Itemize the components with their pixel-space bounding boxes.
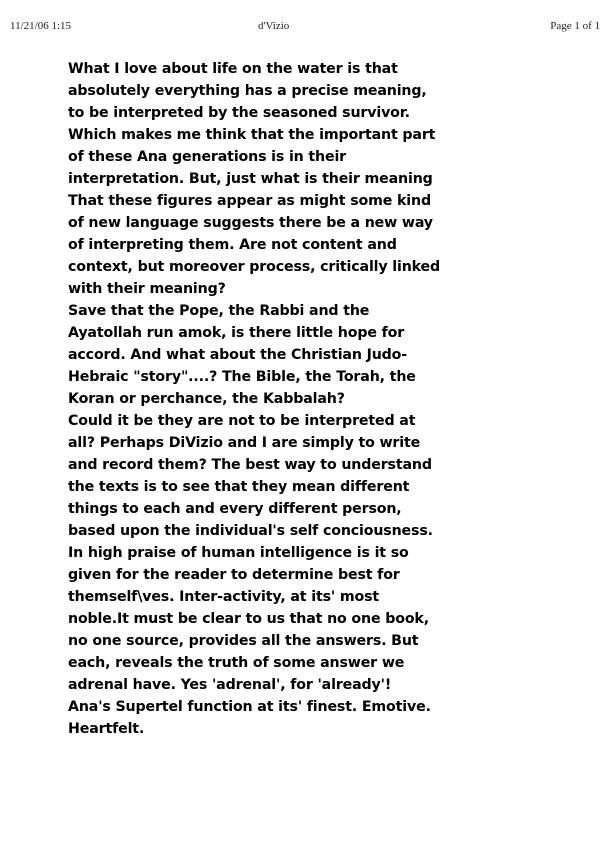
body-text-line: each, reveals the truth of some answer we bbox=[68, 655, 405, 671]
body-text-line: context, but moreover process, critically linked bbox=[68, 259, 441, 275]
body-text-line: based upon the individual's self conciousness. bbox=[68, 523, 433, 539]
body-text-line: given for the reader to determine best for bbox=[68, 567, 400, 583]
body-text-line: accord. And what about the Christian Judo- bbox=[68, 347, 407, 363]
body-text-line: noble.It must be clear to us that no one book, bbox=[68, 611, 429, 627]
body-text-line: of these Ana generations is in their bbox=[68, 149, 347, 165]
body-text-line: Ana's Supertel function at its' finest. Emotive. bbox=[68, 699, 431, 715]
body-text-line: That these figures appear as might some kind bbox=[68, 193, 431, 209]
body-text-line: Koran or perchance, the Kabbalah? bbox=[68, 391, 345, 407]
body-text-line: Which makes me think that the important part bbox=[68, 127, 436, 143]
header-document-title: d'Vizio bbox=[258, 20, 290, 32]
header-page-number: Page 1 of 1 bbox=[550, 20, 600, 32]
print-header bbox=[0, 20, 610, 36]
body-text-line: no one source, provides all the answers. But bbox=[68, 633, 419, 649]
body-text-line: Hebraic "story"....? The Bible, the Torah, the bbox=[68, 369, 416, 385]
document-body bbox=[68, 58, 598, 740]
body-text-line: absolutely everything has a precise meaning, bbox=[68, 83, 427, 99]
body-text-line: Ayatollah run amok, is there little hope for bbox=[68, 325, 405, 341]
body-text-line: themself\ves. Inter-activity, at its' most bbox=[68, 589, 380, 605]
body-text-line: What I love about life on the water is that bbox=[68, 61, 398, 77]
body-text-line: the texts is to see that they mean different bbox=[68, 479, 410, 495]
body-text-line: In high praise of human intelligence is it so bbox=[68, 545, 409, 561]
header-date-time: 11/21/06 1:15 bbox=[10, 20, 72, 32]
body-text-line: all? Perhaps DiVizio and I are simply to write bbox=[68, 435, 421, 451]
body-text-line: to be interpreted by the seasoned survivor. bbox=[68, 105, 410, 121]
body-text-line: and record them? The best way to understand bbox=[68, 457, 432, 473]
body-text-line: things to each and every different person, bbox=[68, 501, 402, 517]
body-text-line: adrenal have. Yes 'adrenal', for 'already'! bbox=[68, 677, 392, 693]
body-text-line: Save that the Pope, the Rabbi and the bbox=[68, 303, 370, 319]
body-text-line: Heartfelt. bbox=[68, 721, 145, 737]
body-text-line: of interpreting them. Are not content and bbox=[68, 237, 397, 253]
body-text-line: of new language suggests there be a new way bbox=[68, 215, 433, 231]
body-text-line: interpretation. But, just what is their meaning bbox=[68, 171, 433, 187]
body-text-line: with their meaning? bbox=[68, 281, 226, 297]
body-text-line: Could it be they are not to be interpreted at bbox=[68, 413, 416, 429]
